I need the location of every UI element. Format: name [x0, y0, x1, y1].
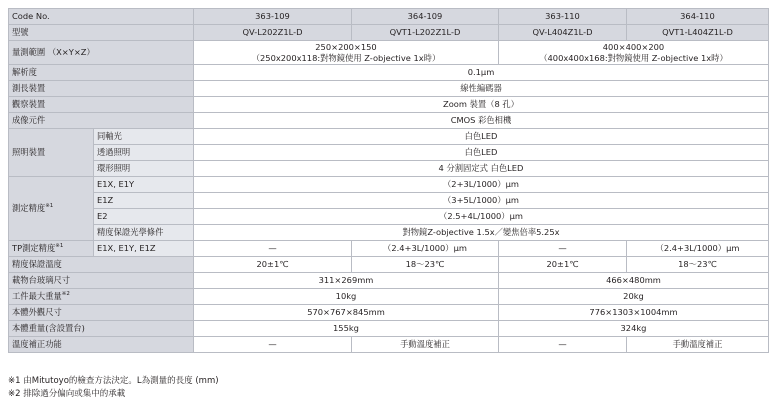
- illumination-label: 照明裝置: [9, 129, 94, 177]
- range-row: [9, 41, 769, 65]
- ring-value: 4 分割固定式 白色LED: [194, 161, 769, 177]
- observation-value: Zoom 裝置（8 孔）: [194, 97, 769, 113]
- footnote-2: ※2 排除過分偏向或集中的承載: [8, 388, 126, 399]
- transmitted-row: [9, 145, 769, 161]
- dimensions-l404: 776×1303×1004mm: [499, 305, 769, 321]
- temp-cell: 20±1℃: [194, 257, 352, 273]
- accuracy-exy-value: （2+3L/1000）μm: [194, 177, 769, 193]
- weight-l202: 155kg: [194, 321, 499, 337]
- accuracy-cond-value: 對物鏡Z-objective 1.5x／變焦倍率5.25x: [194, 225, 769, 241]
- model-label: 型號: [9, 25, 194, 41]
- resolution-value: 0.1μm: [194, 65, 769, 81]
- accuracy-ez1-label: E1Z: [94, 193, 194, 209]
- range-l404-cell: [499, 41, 769, 65]
- weight-l404: 324kg: [499, 321, 769, 337]
- accuracy-exy-row: [9, 177, 769, 193]
- footnotes: [8, 375, 219, 400]
- coaxial-row: [9, 129, 769, 145]
- temp-comp-cell: 手動溫度補正: [627, 337, 769, 353]
- max-load-label: [9, 289, 194, 305]
- model-cell: QVT1-L404Z1L-D: [627, 25, 769, 41]
- transmitted-value: 白色LED: [194, 145, 769, 161]
- dimensions-label: 本體外觀尺寸: [9, 305, 194, 321]
- max-load-note-mark: ※2: [61, 291, 70, 298]
- tp-cell: （2.4+3L/1000）μm: [352, 241, 499, 257]
- model-row: [9, 25, 769, 41]
- weight-row: [9, 321, 769, 337]
- temp-row: [9, 257, 769, 273]
- accuracy-e2-value: （2.5+4L/1000）μm: [194, 209, 769, 225]
- tp-cell: （2.4+3L/1000）μm: [627, 241, 769, 257]
- temp-cell: 20±1℃: [499, 257, 627, 273]
- tp-label-text: TP測定精度: [12, 243, 56, 253]
- accuracy-e2-label: E2: [94, 209, 194, 225]
- scale-label: 測長裝置: [9, 81, 194, 97]
- max-load-l404: 20kg: [499, 289, 769, 305]
- range-l202-cell: [194, 41, 499, 65]
- observation-label: 觀察裝置: [9, 97, 194, 113]
- spec-table: [8, 8, 769, 353]
- accuracy-cond-row: [9, 225, 769, 241]
- max-load-label-text: 工件最大重量: [12, 291, 62, 301]
- accuracy-ez1-value: （3+5L/1000）μm: [194, 193, 769, 209]
- resolution-row: [9, 65, 769, 81]
- model-cell: QV-L202Z1L-D: [194, 25, 352, 41]
- code-cell: 364-109: [352, 9, 499, 25]
- coaxial-value: 白色LED: [194, 129, 769, 145]
- temp-comp-label: 溫度補正功能: [9, 337, 194, 353]
- accuracy-exy-label: E1X, E1Y: [94, 177, 194, 193]
- footnote-1: ※1 由Mitutoyo的檢查方法決定。L為測量的長度 (mm): [8, 376, 219, 386]
- accuracy-ez1-row: [9, 193, 769, 209]
- resolution-label: 解析度: [9, 65, 194, 81]
- code-row: [9, 9, 769, 25]
- accuracy-e2-row: [9, 209, 769, 225]
- scale-value: 線性編碼器: [194, 81, 769, 97]
- range-l404-main: 400×400×200: [602, 42, 665, 52]
- range-label: 量測範圍 （X×Y×Z）: [9, 41, 194, 65]
- temp-comp-row: [9, 337, 769, 353]
- imaging-value: CMOS 彩色相機: [194, 113, 769, 129]
- stage-glass-label: 載物台玻璃尺寸: [9, 273, 194, 289]
- tp-cell: —: [499, 241, 627, 257]
- tp-sub-label: E1X, E1Y, E1Z: [94, 241, 194, 257]
- range-l202-sub: （250x200x118:對物鏡使用 Z-objective 1x時）: [251, 52, 441, 63]
- transmitted-label: 透過照明: [94, 145, 194, 161]
- code-cell: 363-109: [194, 9, 352, 25]
- stage-glass-l202: 311×269mm: [194, 273, 499, 289]
- code-cell: 363-110: [499, 9, 627, 25]
- tp-note-mark: ※1: [55, 243, 64, 250]
- temp-comp-cell: 手動溫度補正: [352, 337, 499, 353]
- accuracy-cond-label: 精度保證光學條件: [94, 225, 194, 241]
- dimensions-row: [9, 305, 769, 321]
- code-label: Code No.: [9, 9, 194, 25]
- tp-row: [9, 241, 769, 257]
- imaging-label: 成像元件: [9, 113, 194, 129]
- max-load-l202: 10kg: [194, 289, 499, 305]
- tp-cell: —: [194, 241, 352, 257]
- observation-row: [9, 97, 769, 113]
- dimensions-l202: 570×767×845mm: [194, 305, 499, 321]
- stage-glass-l404: 466×480mm: [499, 273, 769, 289]
- temp-cell: 18～23℃: [352, 257, 499, 273]
- temp-comp-cell: —: [194, 337, 352, 353]
- scale-row: [9, 81, 769, 97]
- accuracy-note-mark: ※1: [45, 203, 54, 210]
- code-cell: 364-110: [627, 9, 769, 25]
- max-load-row: [9, 289, 769, 305]
- weight-label: 本體重量(含設置台): [9, 321, 194, 337]
- range-l202-main: 250×200×150: [315, 42, 377, 52]
- range-l404-sub: （400x400x168:對物鏡使用 Z-objective 1x時）: [539, 52, 728, 63]
- ring-label: 環形照明: [94, 161, 194, 177]
- temp-cell: 18～23℃: [627, 257, 769, 273]
- temp-comp-cell: —: [499, 337, 627, 353]
- model-cell: QV-L404Z1L-D: [499, 25, 627, 41]
- tp-label: [9, 241, 94, 257]
- temp-label: 精度保證溫度: [9, 257, 194, 273]
- imaging-row: [9, 113, 769, 129]
- stage-glass-row: [9, 273, 769, 289]
- accuracy-label-text: 測定精度: [12, 203, 46, 213]
- coaxial-label: 同軸光: [94, 129, 194, 145]
- accuracy-label: [9, 177, 94, 241]
- ring-row: [9, 161, 769, 177]
- model-cell: QVT1-L202Z1L-D: [352, 25, 499, 41]
